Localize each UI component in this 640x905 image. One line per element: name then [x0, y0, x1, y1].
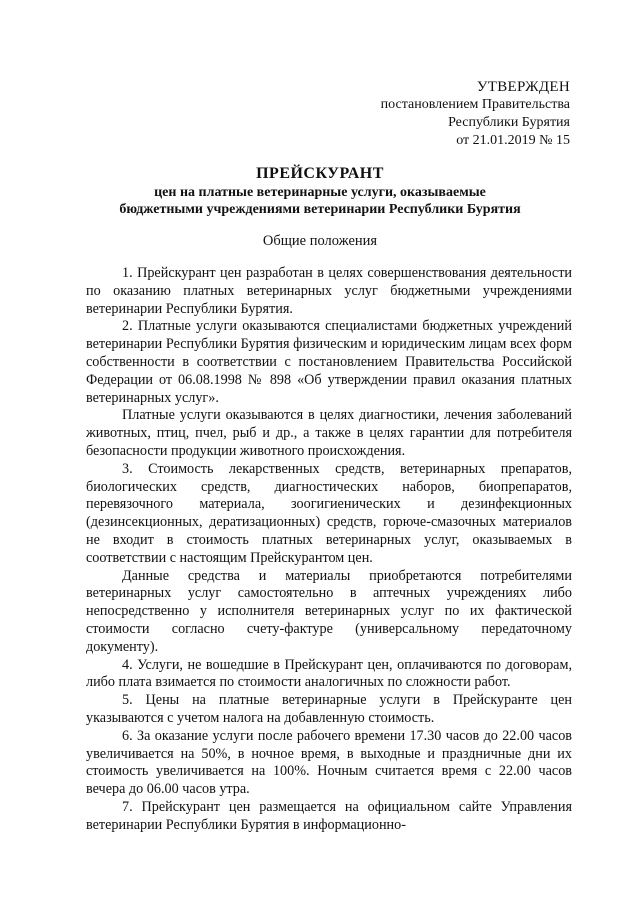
paragraph-9: 7. Прейскурант цен размещается на официальном сайте Управления ветеринарии Республики Бурятия в информационно- — [86, 798, 572, 833]
paragraph-1: 1. Прейскурант цен разработан в целях совершенствования деятельности по оказанию платных ветеринарных услуг бюджетными учреждениями ветеринарии Республики Бурятия. — [86, 265, 572, 317]
paragraph-5: Данные средства и материалы приобретаются потребителями ветеринарных услуг самостоятельно в аптечных учреждениях либо непосредственно у исполнителя ветеринарных услуг по их фактической стоимости согласно счету-фактуре (универсальному передаточному документу). — [86, 567, 572, 655]
paragraph-4: 3. Стоимость лекарственных средств, ветеринарных препаратов, биологических средств, диагностических наборов, биопрепаратов, перевязочного материала, зоогигиенических и дезинфекционных (дезинсекционных, дератизационных) средств, горюче-смазочных материалов не входит в стоимость платных ветеринарных услуг, оказываемых в соответствии с настоящим Прейскурантом цен. — [86, 460, 572, 566]
document-subtitle-line-2: бюджетными учреждениями ветеринарии Республики Бурятия — [119, 202, 521, 217]
paragraph-3: Платные услуги оказываются в целях диагностики, лечения заболеваний животных, птиц, пчел, рыб и др., а также в целях гарантии для потребителя безопасности продукции животного происхождения. — [86, 407, 572, 459]
paragraph-8: 6. За оказание услуги после рабочего времени 17.30 часов до 22.00 часов увеличивается на 50%, в ночное время, в выходные и праздничные дни их стоимость увеличивается на 100%. Ночным считается время с 22.00 часов вечера до 06.00 часов утра. — [86, 727, 572, 798]
approval-stamp — [381, 78, 570, 150]
paragraph-2: 2. Платные услуги оказываются специалистами бюджетных учреждений ветеринарии Республики Бурятия физическим и юридическим лицам всех форм собственности в соответствии с постановлением Правительства Российской Федерации от 06.08.1998 № 898 «Об утверждении правил оказания платных ветеринарных услуг». — [86, 318, 572, 406]
document-title: ПРЕЙСКУРАНТ — [256, 165, 384, 182]
document-body — [86, 265, 572, 835]
document-subtitle-line-1: цен на платные ветеринарные услуги, оказываемые — [154, 185, 486, 200]
paragraph-7: 5. Цены на платные ветеринарные услуги в Прейскуранте цен указываются с учетом налога на добавленную стоимость. — [86, 692, 572, 726]
section-title: Общие положения — [262, 233, 378, 249]
approval-line-1: постановлением Правительства — [380, 97, 570, 112]
approval-line-2: Республики Бурятия — [448, 115, 570, 130]
document-title-block — [70, 164, 570, 218]
approval-heading: УТВЕРЖДЕН — [476, 79, 570, 95]
approval-line-3: от 21.01.2019 № 15 — [456, 133, 570, 148]
paragraph-6: 4. Услуги, не вошедшие в Прейскурант цен, оплачиваются по договорам, либо плата взимается по стоимости аналогичных по сложности работ. — [86, 656, 572, 691]
